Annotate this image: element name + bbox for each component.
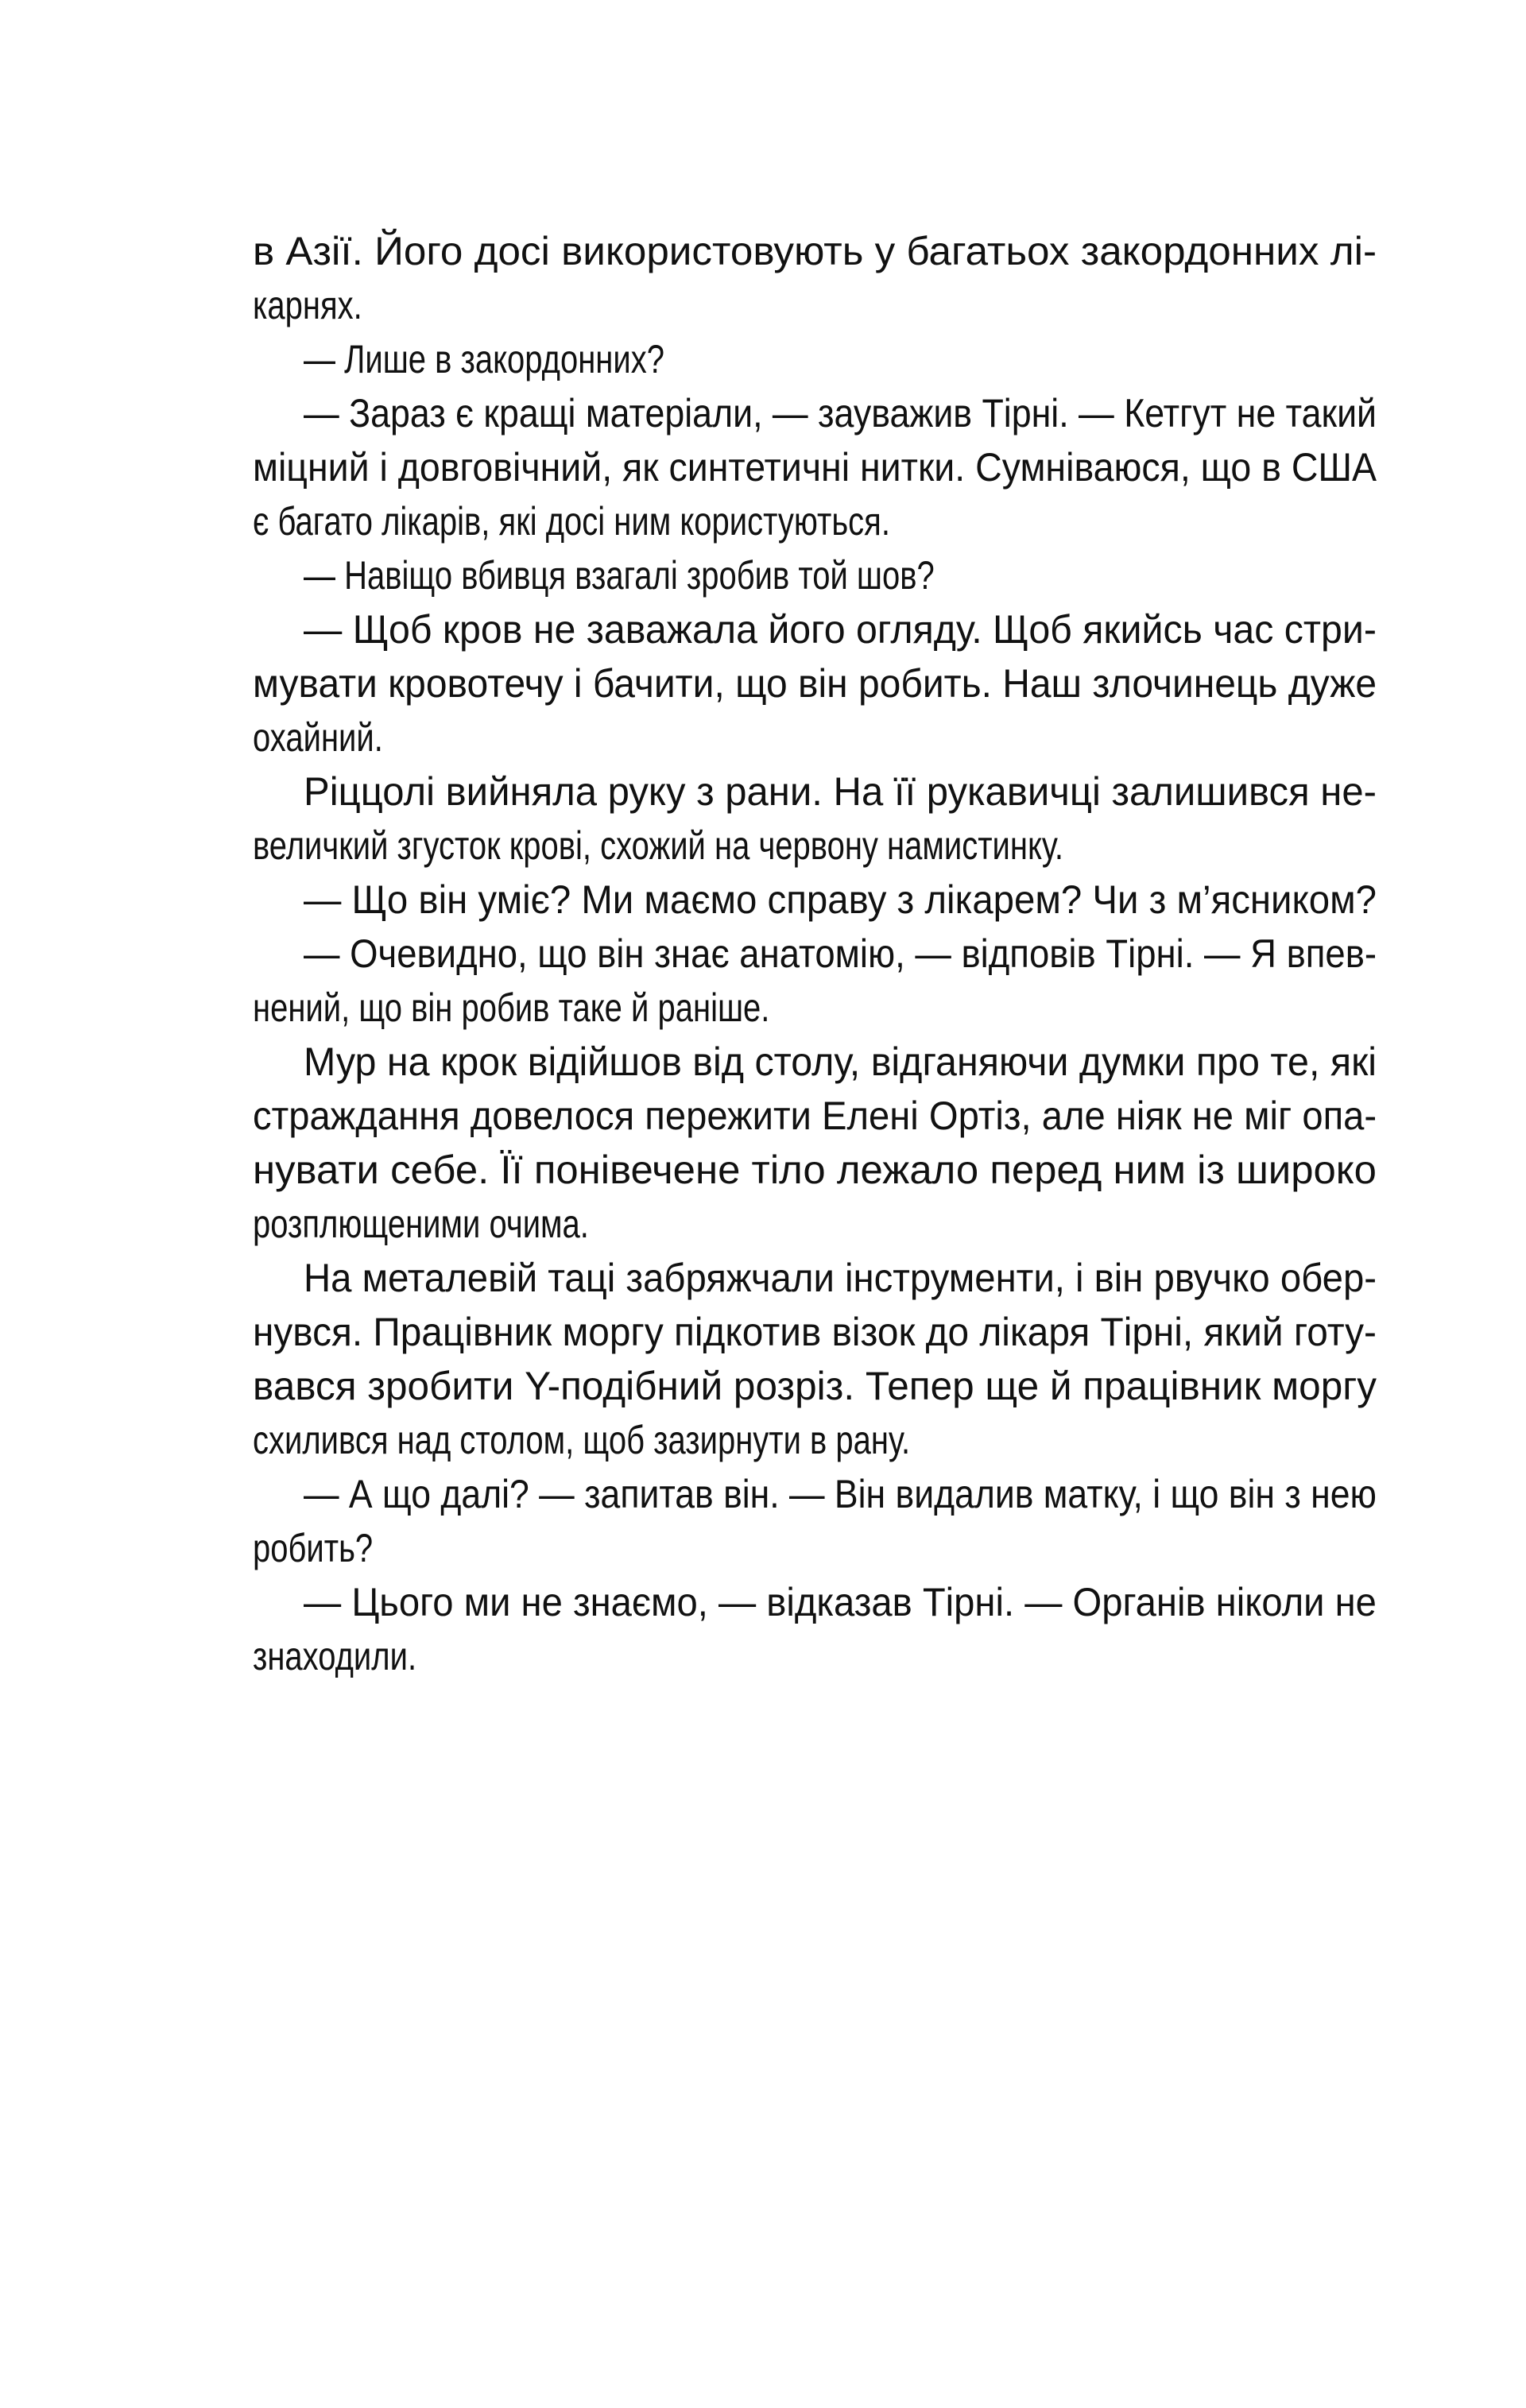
line-text: На металевій таці забряжчали інструменти, і він рвучко обер-	[304, 1256, 1377, 1300]
line-text: — Навіщо вбивця взагалі зробив той шов?	[304, 553, 935, 598]
line-text: розплющеними очима.	[253, 1202, 589, 1246]
line-text: мувати кровотечу і бачити, що він робить. Наш злочинець дуже	[253, 661, 1377, 706]
line-text: є багато лікарів, які досі ним користуються.	[253, 499, 890, 544]
line-text: охайний.	[253, 715, 383, 760]
text-line	[253, 278, 1377, 332]
line-text: схилився над столом, щоб зазирнути в рану.	[253, 1418, 911, 1462]
line-text: Ріццолі вийняла руку з рани. На її рукавичці залишився не-	[304, 769, 1377, 814]
text-line	[253, 386, 1377, 440]
text-line	[253, 1143, 1377, 1197]
text-line	[253, 1305, 1377, 1359]
text-line	[253, 1089, 1377, 1143]
text-line	[253, 656, 1377, 710]
text-line	[253, 1467, 1377, 1521]
text-line	[253, 602, 1377, 656]
line-text: міцний і довговічний, як синтетичні нитки. Сумніваюся, що в США	[253, 445, 1377, 490]
text-line	[253, 1413, 1377, 1467]
text-line	[253, 1251, 1377, 1305]
line-text: — Щоб кров не заважала його огляду. Щоб якийсь час стри-	[304, 607, 1377, 652]
line-text: нувати себе. Її понівечене тіло лежало перед ним із широко	[253, 1148, 1377, 1192]
text-line	[253, 927, 1377, 981]
text-line	[253, 710, 1377, 765]
line-text: нений, що він робив таке й раніше.	[253, 985, 770, 1030]
text-line	[253, 1575, 1377, 1629]
text-line	[253, 1035, 1377, 1089]
line-text: в Азії. Його досі використовують у багатьох закордонних лі-	[253, 229, 1377, 273]
text-line	[253, 981, 1377, 1035]
line-text: знаходили.	[253, 1634, 417, 1678]
text-line	[253, 1359, 1377, 1413]
text-line	[253, 765, 1377, 819]
line-text: нувся. Працівник моргу підкотив візок до лікаря Тірні, який готу-	[253, 1310, 1377, 1354]
line-text: величкий згусток крові, схожий на червону намистинку.	[253, 823, 1064, 868]
book-page-body	[253, 224, 1377, 1683]
line-text: Мур на крок відійшов від столу, відганяючи думки про те, які	[304, 1039, 1377, 1084]
text-line	[253, 440, 1377, 494]
line-text: — Цього ми не знаємо, — відказав Тірні. — Органів ніколи не	[304, 1580, 1377, 1624]
text-line	[253, 548, 1377, 602]
line-text: — Зараз є кращі матеріали, — зауважив Тірні. — Кетгут не такий	[304, 391, 1377, 436]
line-text: — Лише в закордонних?	[304, 337, 664, 381]
line-text: карнях.	[253, 283, 362, 327]
line-text: робить?	[253, 1526, 374, 1570]
text-line	[253, 494, 1377, 548]
text-line	[253, 332, 1377, 386]
text-line	[253, 1197, 1377, 1251]
line-text: — Що він уміє? Ми маємо справу з лікарем? Чи з м’ясником?	[304, 877, 1377, 922]
line-text: вався зробити Y-подібний розріз. Тепер ще й працівник моргу	[253, 1364, 1377, 1408]
text-line	[253, 873, 1377, 927]
text-line	[253, 819, 1377, 873]
line-text: — Очевидно, що він знає анатомію, — відповів Тірні. — Я впев-	[304, 931, 1377, 976]
line-text: — А що далі? — запитав він. — Він видалив матку, і що він з нею	[304, 1472, 1377, 1516]
text-line	[253, 1629, 1377, 1683]
line-text: страждання довелося пережити Елені Ортіз, але ніяк не міг опа-	[253, 1094, 1377, 1138]
text-line	[253, 224, 1377, 278]
text-line	[253, 1521, 1377, 1575]
